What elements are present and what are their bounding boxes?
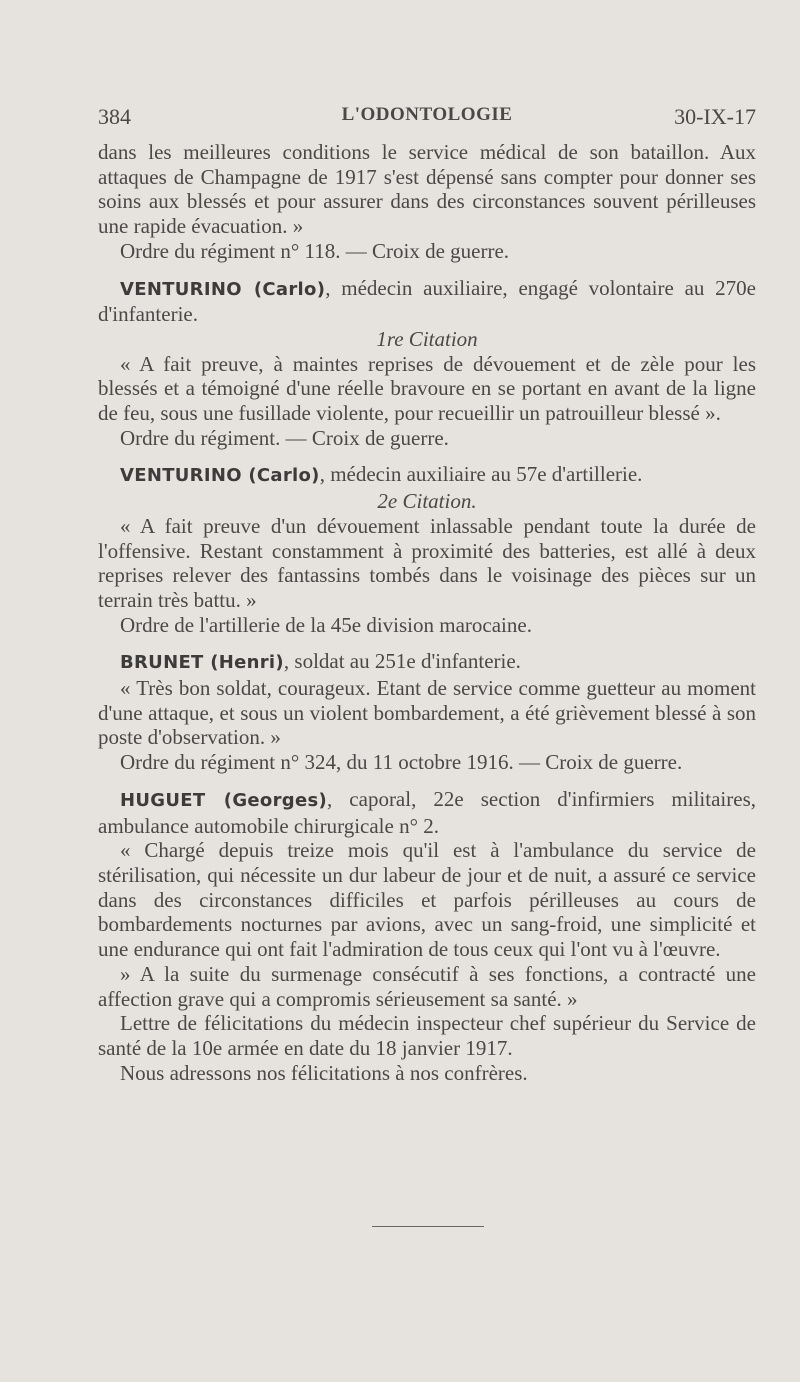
person-description: , médecin auxiliaire au 57e d'artillerie. [319,462,643,487]
article-body [98,140,756,1085]
order-line: Ordre du régiment. — Croix de guerre. [120,425,449,450]
citation-quote: « Très bon soldat, courageux. Etant de service comme guetteur au moment d'une attaque, et sous un violent bombardement, a été grièvement blessé à son poste d'observation. » [98,676,756,750]
issue-date: 30-IX-17 [674,104,756,129]
page-number: 384 [98,104,131,129]
person-name: HUGUET (Georges) [120,789,327,811]
citation-quote: « A fait preuve d'un dévouement inlassable pendant toute la durée de l'offensive. Restant constamment à proximité des batteries, est allé à deux reprises relever des fantassins tombés dans le voisinage des pièces sur un terrain très battu. » [98,513,756,612]
person-name: VENTURINO (Carlo) [120,278,326,300]
person-description: , soldat au 251e d'infanterie. [283,649,521,674]
person-description: , caporal, 22e section d'infirmiers militaires, ambulance automobile chirurgicale n° 2. [98,786,756,838]
order-line: Ordre de l'artillerie de la 45e division marocaine. [120,612,532,637]
citation-entry [98,462,756,489]
person-name: BRUNET (Henri) [120,652,284,674]
citation-quote: » A la suite du surmenage consécutif à ses fonctions, a contracté une affection grave qui a compromis sérieusement sa santé. » [98,961,756,1011]
running-header [98,104,756,134]
citation-quote: « A fait preuve, à maintes reprises de dévouement et de zèle pour les blessés et a témoigné d'une réelle bravoure en se portant en avant de la ligne de feu, sous une fusillade violente, pour recueillir un patrouilleur blessé ». [98,351,756,426]
order-line: Ordre du régiment n° 118. — Croix de guerre. [120,238,510,263]
closing-line: Nous adressons nos félicitations à nos confrères. [120,1060,528,1085]
letter-line: Lettre de félicitations du médecin inspecteur chef supérieur du Service de santé de la 10e armée en date du 18 janvier 1917. [98,1011,756,1060]
citation-entry [98,276,756,327]
citation-label: 1re Citation [376,326,478,351]
person-description: , médecin auxiliaire, engagé volontaire au 270e d'infanterie. [98,275,756,327]
journal-title: L'ODONTOLOGIE [341,104,513,125]
order-line: Ordre du régiment n° 324, du 11 octobre 1916. — Croix de guerre. [120,750,683,775]
section-divider [372,1226,484,1227]
citation-label: 2e Citation. [377,489,477,514]
citation-quote: « Chargé depuis treize mois qu'il est à l'ambulance du service de stérilisation, qui nécessite un dur labeur de jour et de nuit, a assuré ce service dans des circonstances difficiles et parfois périlleuses au cours de bombardements nocturnes par avions, avec un sang-froid, une simplicité et une endurance qui ont fait l'admiration de tous ceux qui l'ont vu à l'œuvre. [98,838,756,962]
person-name: VENTURINO (Carlo) [120,465,320,487]
citation-entry [98,649,756,676]
paragraph: dans les meilleures conditions le service médical de son bataillon. Aux attaques de Champagne de 1917 s'est dépensé sans compter pour donner ses soins aux blessés et pour assurer dans des circonstances souvent périlleuses une rapide évacuation. » [98,140,756,239]
citation-entry [98,787,756,838]
